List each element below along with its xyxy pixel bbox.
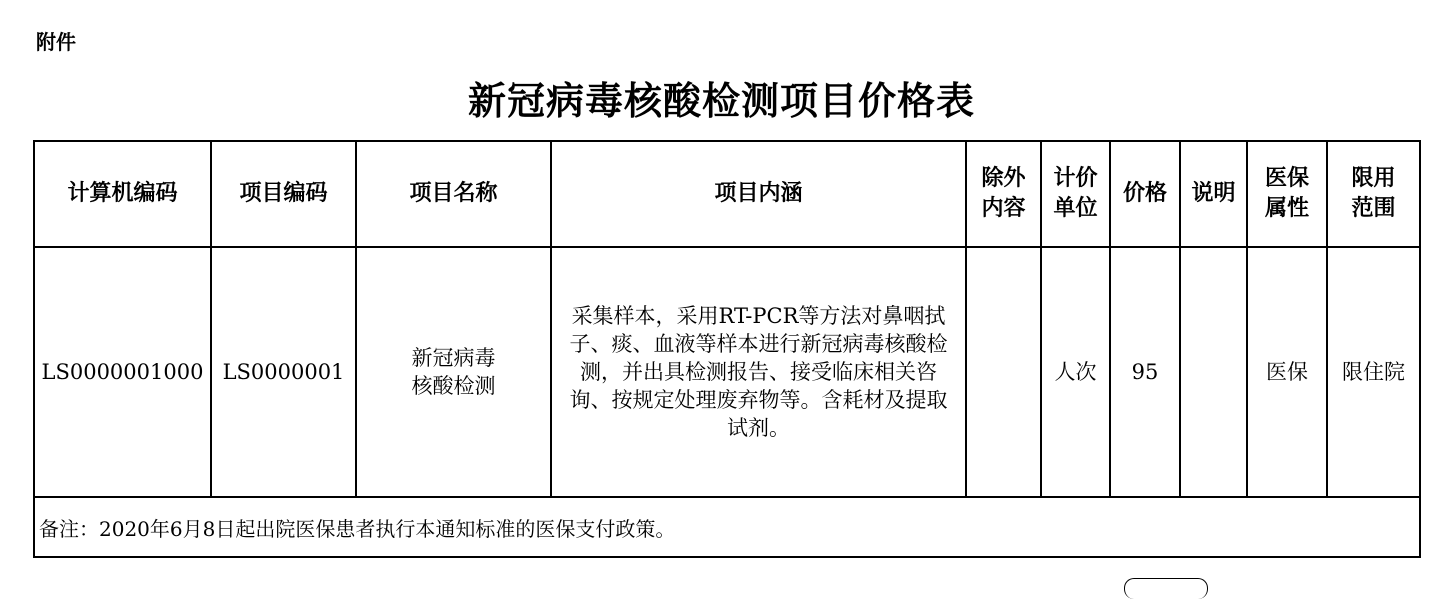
table-note: 备注：2020年6月8日起出院医保患者执行本通知标准的医保支付政策。 xyxy=(34,497,1420,557)
cell-exclusions xyxy=(966,247,1041,497)
cell-scope: 限住院 xyxy=(1327,247,1420,497)
header-item-name: 项目名称 xyxy=(356,141,551,247)
cell-item-code: LS0000001 xyxy=(211,247,356,497)
cell-content: 采集样本，采用RT-PCR等方法对鼻咽拭子、痰、血液等样本进行新冠病毒核酸检测，并出具检测报告、接受临床相关咨询、按规定处理废弃物等。含耗材及提取试剂。 xyxy=(551,247,966,497)
table-row xyxy=(34,247,1420,497)
cell-item-name: 新冠病毒 核酸检测 xyxy=(356,247,551,497)
attachment-label: 附件 xyxy=(36,30,76,54)
header-exclusions: 除外 内容 xyxy=(966,141,1041,247)
header-unit: 计价 单位 xyxy=(1041,141,1110,247)
cell-insurance: 医保 xyxy=(1247,247,1327,497)
header-item-code: 项目编码 xyxy=(211,141,356,247)
page-number-frame xyxy=(1124,578,1208,599)
header-scope: 限用 范围 xyxy=(1327,141,1420,247)
table-note-row xyxy=(34,497,1420,557)
header-price: 价格 xyxy=(1110,141,1180,247)
header-insurance: 医保 属性 xyxy=(1247,141,1327,247)
header-computer-code: 计算机编码 xyxy=(34,141,211,247)
price-table xyxy=(33,140,1421,558)
header-content: 项目内涵 xyxy=(551,141,966,247)
table-header-row xyxy=(34,141,1420,247)
header-remarks: 说明 xyxy=(1180,141,1247,247)
page-title: 新冠病毒核酸检测项目价格表 xyxy=(467,78,975,123)
cell-price: 95 xyxy=(1110,247,1180,497)
cell-unit: 人次 xyxy=(1041,247,1110,497)
cell-remarks xyxy=(1180,247,1247,497)
cell-computer-code: LS0000001000 xyxy=(34,247,211,497)
